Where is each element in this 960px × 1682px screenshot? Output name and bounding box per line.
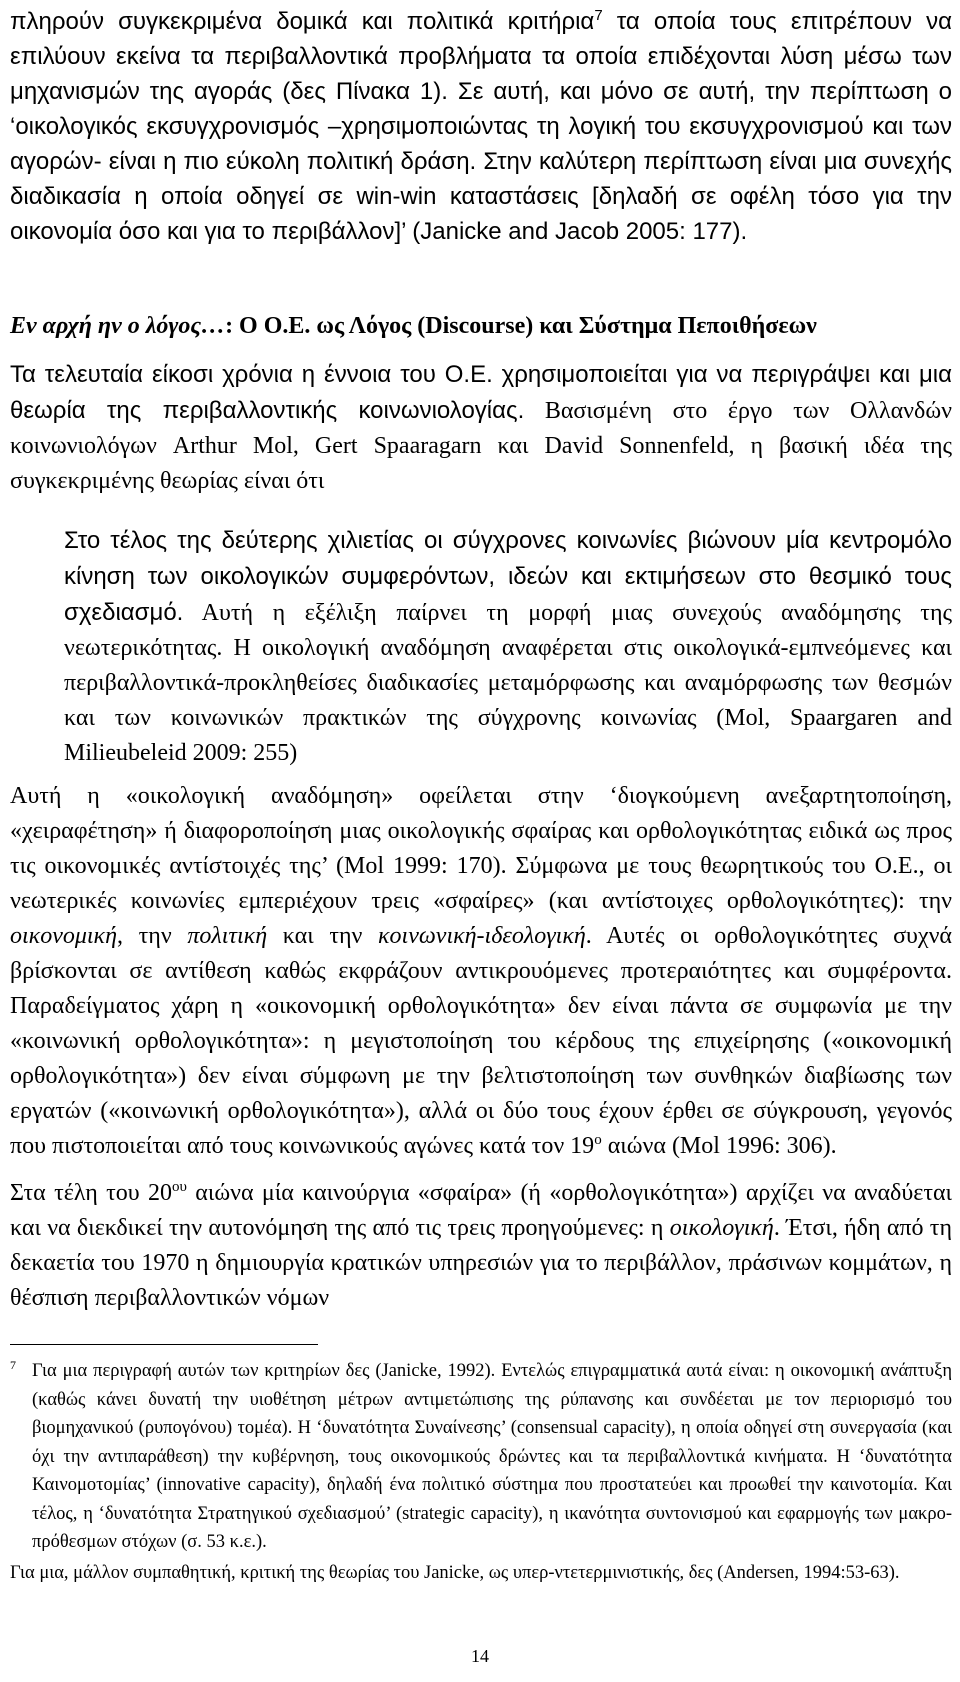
page-number: 14 [471, 1646, 489, 1666]
footnote-separator [10, 1344, 318, 1345]
footnote-continued [10, 1559, 952, 1588]
paragraph-text: αιώνα (Mol 1996: 306). [601, 1133, 837, 1159]
section-heading [10, 311, 952, 341]
paragraph-text: και την [267, 923, 379, 949]
footnote-7 [10, 1357, 952, 1557]
emphasis-social-ideological: κοινωνική-ιδεολογική [378, 923, 586, 949]
ordinal-superscript: ου [172, 1179, 187, 1195]
emphasis-political: πολιτική [187, 923, 268, 949]
paragraph-intro [10, 357, 952, 499]
quote-text: Στο τέλος της δεύτερης χιλιετίας οι σύγχρονες κοινωνίες βιώνουν μία κεντρομόλο κίνηση των οικολογικών συμφερόντων, ιδεών και εκτιμήσεων στο θεσμικό τους σχεδιασμό. [64, 527, 952, 626]
paragraph-text: . Έτσι, ήδη από τη δεκαετία του 1970 η δημιουργία κρατικών υπηρεσιών για το περιβάλλον, πράσινων κομμάτων, η θέσπιση περιβαλλοντικών νόμων [10, 1215, 952, 1311]
paragraph-text: Στα τέλη του 20 [10, 1180, 173, 1206]
footnotes [10, 1357, 952, 1587]
paragraph-text: Τα τελευταία είκοσι χρόνια η έννοια του Ο.Ε. χρησιμοποιείται για να περιγράψει και μια θεωρία της περιβαλλοντικής κοινωνιολογίας. [10, 361, 952, 424]
footnote-text: Για μια, μάλλον συμπαθητική, κριτική της θεωρίας του Janicke, ως υπερ-ντετερμινιστικής, δες (Andersen, 1994:53-63). [10, 1562, 900, 1583]
paragraph-continuation [10, 0, 952, 249]
quote-text: Αυτή η εξέλιξη παίρνει τη μορφή μιας συνεχούς αναδόμησης της νεωτερικότητας. Η οικολογική αναδόμηση αναφέρεται στις οικολογικά-εμπνεόμενες και περιβαλλοντικά-προκληθείσες διαδικασίες μεταμόρφωσης και αναμόρφωσης των θεσμών και των κοινωνικών πρακτικών της σύγχρονης κοινωνίας (Mol, Spaargaren and Milieubeleid 2009: 255) [64, 600, 952, 766]
heading-rest: : Ο Ο.Ε. ως Λόγος (Discourse) και Σύστημα Πεποιθήσεων [225, 313, 817, 339]
paragraph-text: Αυτή η «οικολογική αναδόμηση» οφείλεται στην ‘διογκούμενη ανεξαρτητοποίηση, «χειραφέτηση» ή διαφοροποίηση μιας οικολογικής σφαίρας και ορθολογικότητας ειδικά ως προς τις οικονομικές αντίστοιχές της’ (Mol 1999: 170). Σύμφωνα με τους θεωρητικούς του Ο.Ε., οι νεωτερικές κοινωνίες εμπεριέχουν τρεις «σφαίρες» (και αντίστοιχες ορθολογικότητες): την [10, 783, 952, 914]
paragraph-text: Βασισμένη στο έργο των Ολλανδών κοινωνιολόγων Arthur Mol, Gert Spaaragarn και David Sonnenfeld, η βασική ιδέα της συγκεκριμένης θεωρίας είναι ότι [10, 398, 952, 494]
footnote-reference[interactable]: 7 [594, 7, 603, 24]
document-page [10, 0, 952, 1587]
paragraph-ecological-sphere [10, 1176, 952, 1316]
emphasis-ecological: οικολογική [669, 1215, 774, 1241]
block-quote [64, 523, 952, 771]
ordinal-superscript: ο [594, 1132, 602, 1148]
emphasis-economic: οικονομική [10, 923, 117, 949]
paragraph-text: τα οποία τους επιτρέπουν να επιλύουν εκείνα τα περιβαλλοντικά προβλήματα τα οποία επιδέχονται λύση μέσω των μηχανισμών της αγοράς (δες Πίνακα 1). Σε αυτή, και μόνο σε αυτή, την περίπτωση ο ‘οικολογικός εκσυγχρονισμός –χρησιμοποιώντας τη λογική του εκσυγχρονισμού και των αγορών- είναι η πιο εύκολη πολιτική δράση. Στην καλύτερη περίπτωση είναι μια συνεχής διαδικασία η οποία οδηγεί σε win-win καταστάσεις [δηλαδή σε οφέλη τόσο για την οικονομία όσο και για το περιβάλλον]’ (Janicke and Jacob 2005: 177). [10, 8, 953, 245]
paragraph-text: , την [116, 923, 188, 949]
heading-italic-part: Εν αρχή ην ο λόγος… [10, 313, 226, 339]
footnote-mark: 7 [10, 1357, 16, 1372]
paragraph-text: αιώνα μία καινούργια «σφαίρα» (ή «ορθολογικότητα») αρχίζει να αναδύεται και να διεκδικεί την αυτονόμηση της από τις τρεις προηγούμενες: η [10, 1180, 952, 1241]
footnote-text: Για μια περιγραφή αυτών των κριτηρίων δες (Janicke, 1992). Εντελώς επιγραμματικά αυτά είναι: η οικονομική ανάπτυξη (καθώς κάνει δυνατή την υιοθέτηση μέτρων αντιμετώπισης της ρύπανσης και συνδέεται με τον περιορισμό του βιομηχανικού (ρυπογόνου) τομέα). Η ‘δυνατότητα Συναίνεσης’ (consensual capacity), η οποία οδηγεί στη συνεργασία (και όχι την αντιπαράθεση) την κυβέρνηση, τους οικονομικούς δρώντες και τα περιβαλλοντικά κινήματα. Η ‘δυνατότητα Καινομοτομίας’ (innovative capacity), δηλαδή ένα πολιτικό σύστημα που προστατεύει και προωθεί την καινοτομία. Και τέλος, η ‘δυνατότητα Στρατηγικού σχεδιασμού’ (strategic capacity), η ικανότητα συντονισμού και εφαρμογής των μακρο-πρόθεσμων στόχων (σ. 53 κ.ε.). [32, 1361, 952, 1552]
paragraph-text: . Αυτές οι ορθολογικότητες συχνά βρίσκονται σε αντίθεση καθώς εκφράζουν αντικρουόμενες προτεραιότητες και συμφέροντα. Παραδείγματος χάρη η «οικονομική ορθολογικότητα» δεν είναι πάντα σε συμφωνία με την «κοινωνική ορθολογικότητα»: η μεγιστοποίηση του κέρδους της επιχείρησης («οικονομική ορθολογικότητα») δεν είναι σύμφωνη με την βελτιστοποίηση των συνθηκών διαβίωσης των εργατών («κοινωνική ορθολογικότητα»), αλλά οι δύο τους έχουν έρθει σε σύγκρουση, γεγονός που πιστοποιείται από τους κοινωνικούς αγώνες κατά τον 19 [10, 923, 952, 1159]
paragraph-text: πληρούν συγκεκριμένα δομικά και πολιτικά κριτήρια [10, 8, 595, 35]
paragraph-spheres [10, 779, 952, 1164]
